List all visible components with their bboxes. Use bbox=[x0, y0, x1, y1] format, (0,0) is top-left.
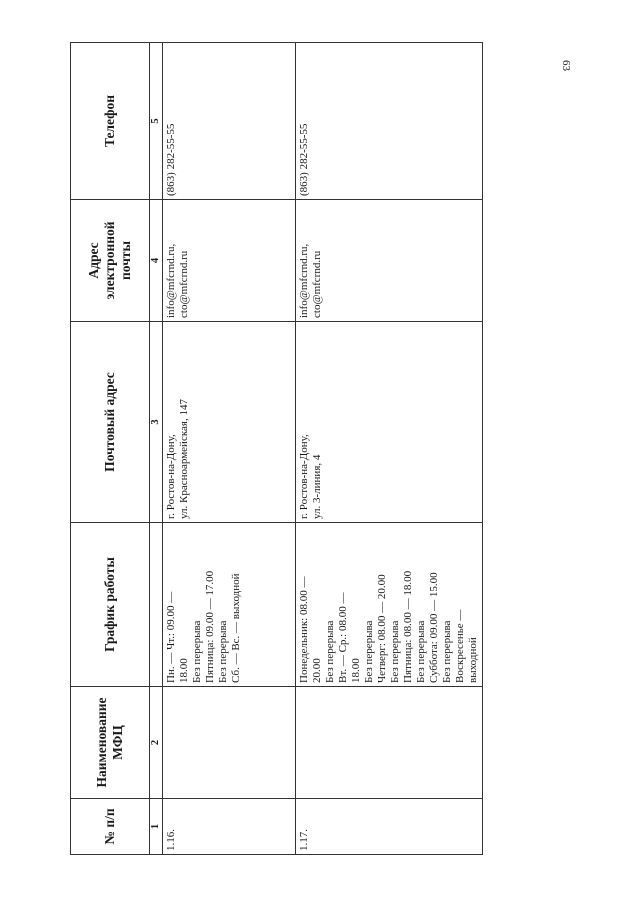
column-number: 5 bbox=[150, 43, 163, 200]
cell-line: Без перерыва bbox=[216, 620, 229, 683]
page-number: 63 bbox=[560, 60, 572, 71]
cell-line: Воскресенье — bbox=[453, 609, 466, 683]
header-phone: Телефон bbox=[71, 43, 150, 200]
row-name bbox=[296, 687, 483, 799]
column-number bbox=[150, 523, 163, 687]
cell-line: Без перерыва bbox=[323, 620, 336, 683]
cell-line: выходной bbox=[466, 637, 479, 683]
cell-line: Понедельник: 08.00 — bbox=[298, 576, 310, 683]
header-address: Почтовый адрес bbox=[71, 322, 150, 523]
header-number: № п/п bbox=[71, 799, 150, 855]
cell-line: ул. Красноармейская, 147 bbox=[177, 399, 190, 519]
cell-line: info@mfcrnd.ru, bbox=[298, 243, 310, 318]
cell-line: Без перерыва bbox=[440, 620, 453, 683]
cell-line: ул. 3-линия, 4 bbox=[310, 454, 323, 519]
cell-line: Без перерыва bbox=[190, 620, 203, 683]
header-email: Адрес электронной почты bbox=[71, 200, 150, 322]
cell-line: info@mfcrnd.ru, bbox=[165, 243, 177, 318]
cell-line: 20.00 bbox=[310, 658, 323, 683]
cell-line: 18.00 bbox=[177, 658, 190, 683]
row-address bbox=[296, 322, 483, 523]
cell-line: Без перерыва bbox=[362, 620, 375, 683]
row-address bbox=[163, 322, 296, 523]
column-number: 3 bbox=[150, 322, 163, 523]
row-schedule bbox=[296, 523, 483, 687]
cell-line: Вт. — Ср.: 08.00 — bbox=[336, 592, 349, 683]
cell-line: Суббота: 09.00 — 15.00 bbox=[427, 572, 440, 683]
cell-line: Пятница: 08.00 — 18.00 bbox=[401, 570, 414, 683]
cell-line: Без перерыва bbox=[414, 620, 427, 683]
column-number: 2 bbox=[150, 687, 163, 799]
header-schedule: График работы bbox=[71, 523, 150, 687]
row-phone: (863) 282-55-55 bbox=[296, 43, 483, 200]
rotated-table-wrapper bbox=[70, 43, 479, 855]
cell-line: г. Ростов-на-Дону, bbox=[298, 434, 310, 519]
row-phone: (863) 282-55-55 bbox=[163, 43, 296, 200]
cell-line: Сб. — Вс. — выходной bbox=[229, 573, 242, 683]
header-row bbox=[71, 43, 150, 855]
row-email bbox=[296, 200, 483, 322]
cell-line: Без перерыва bbox=[388, 620, 401, 683]
row-number: 1.17. bbox=[296, 799, 483, 855]
cell-line: г. Ростов-на-Дону, bbox=[165, 434, 177, 519]
cell-line: cto@mfcrnd.ru bbox=[310, 250, 323, 318]
column-number: 1 bbox=[150, 799, 163, 855]
cell-line: Пн. — Чт.: 09.00 — bbox=[165, 591, 177, 683]
row-email bbox=[163, 200, 296, 322]
row-number: 1.16. bbox=[163, 799, 296, 855]
header-name: Наименование МФЦ bbox=[71, 687, 150, 799]
table-row bbox=[163, 43, 296, 855]
cell-line: 18.00 bbox=[349, 658, 362, 683]
cell-line: Пятница: 09.00 — 17.00 bbox=[203, 570, 216, 683]
row-schedule bbox=[163, 523, 296, 687]
table-row bbox=[296, 43, 483, 855]
column-number-row bbox=[150, 43, 163, 855]
mfc-table bbox=[70, 42, 483, 855]
row-name bbox=[163, 687, 296, 799]
cell-line: Четверг: 08.00 — 20.00 bbox=[375, 574, 388, 683]
cell-line: cto@mfcrnd.ru bbox=[177, 250, 190, 318]
column-number: 4 bbox=[150, 200, 163, 322]
